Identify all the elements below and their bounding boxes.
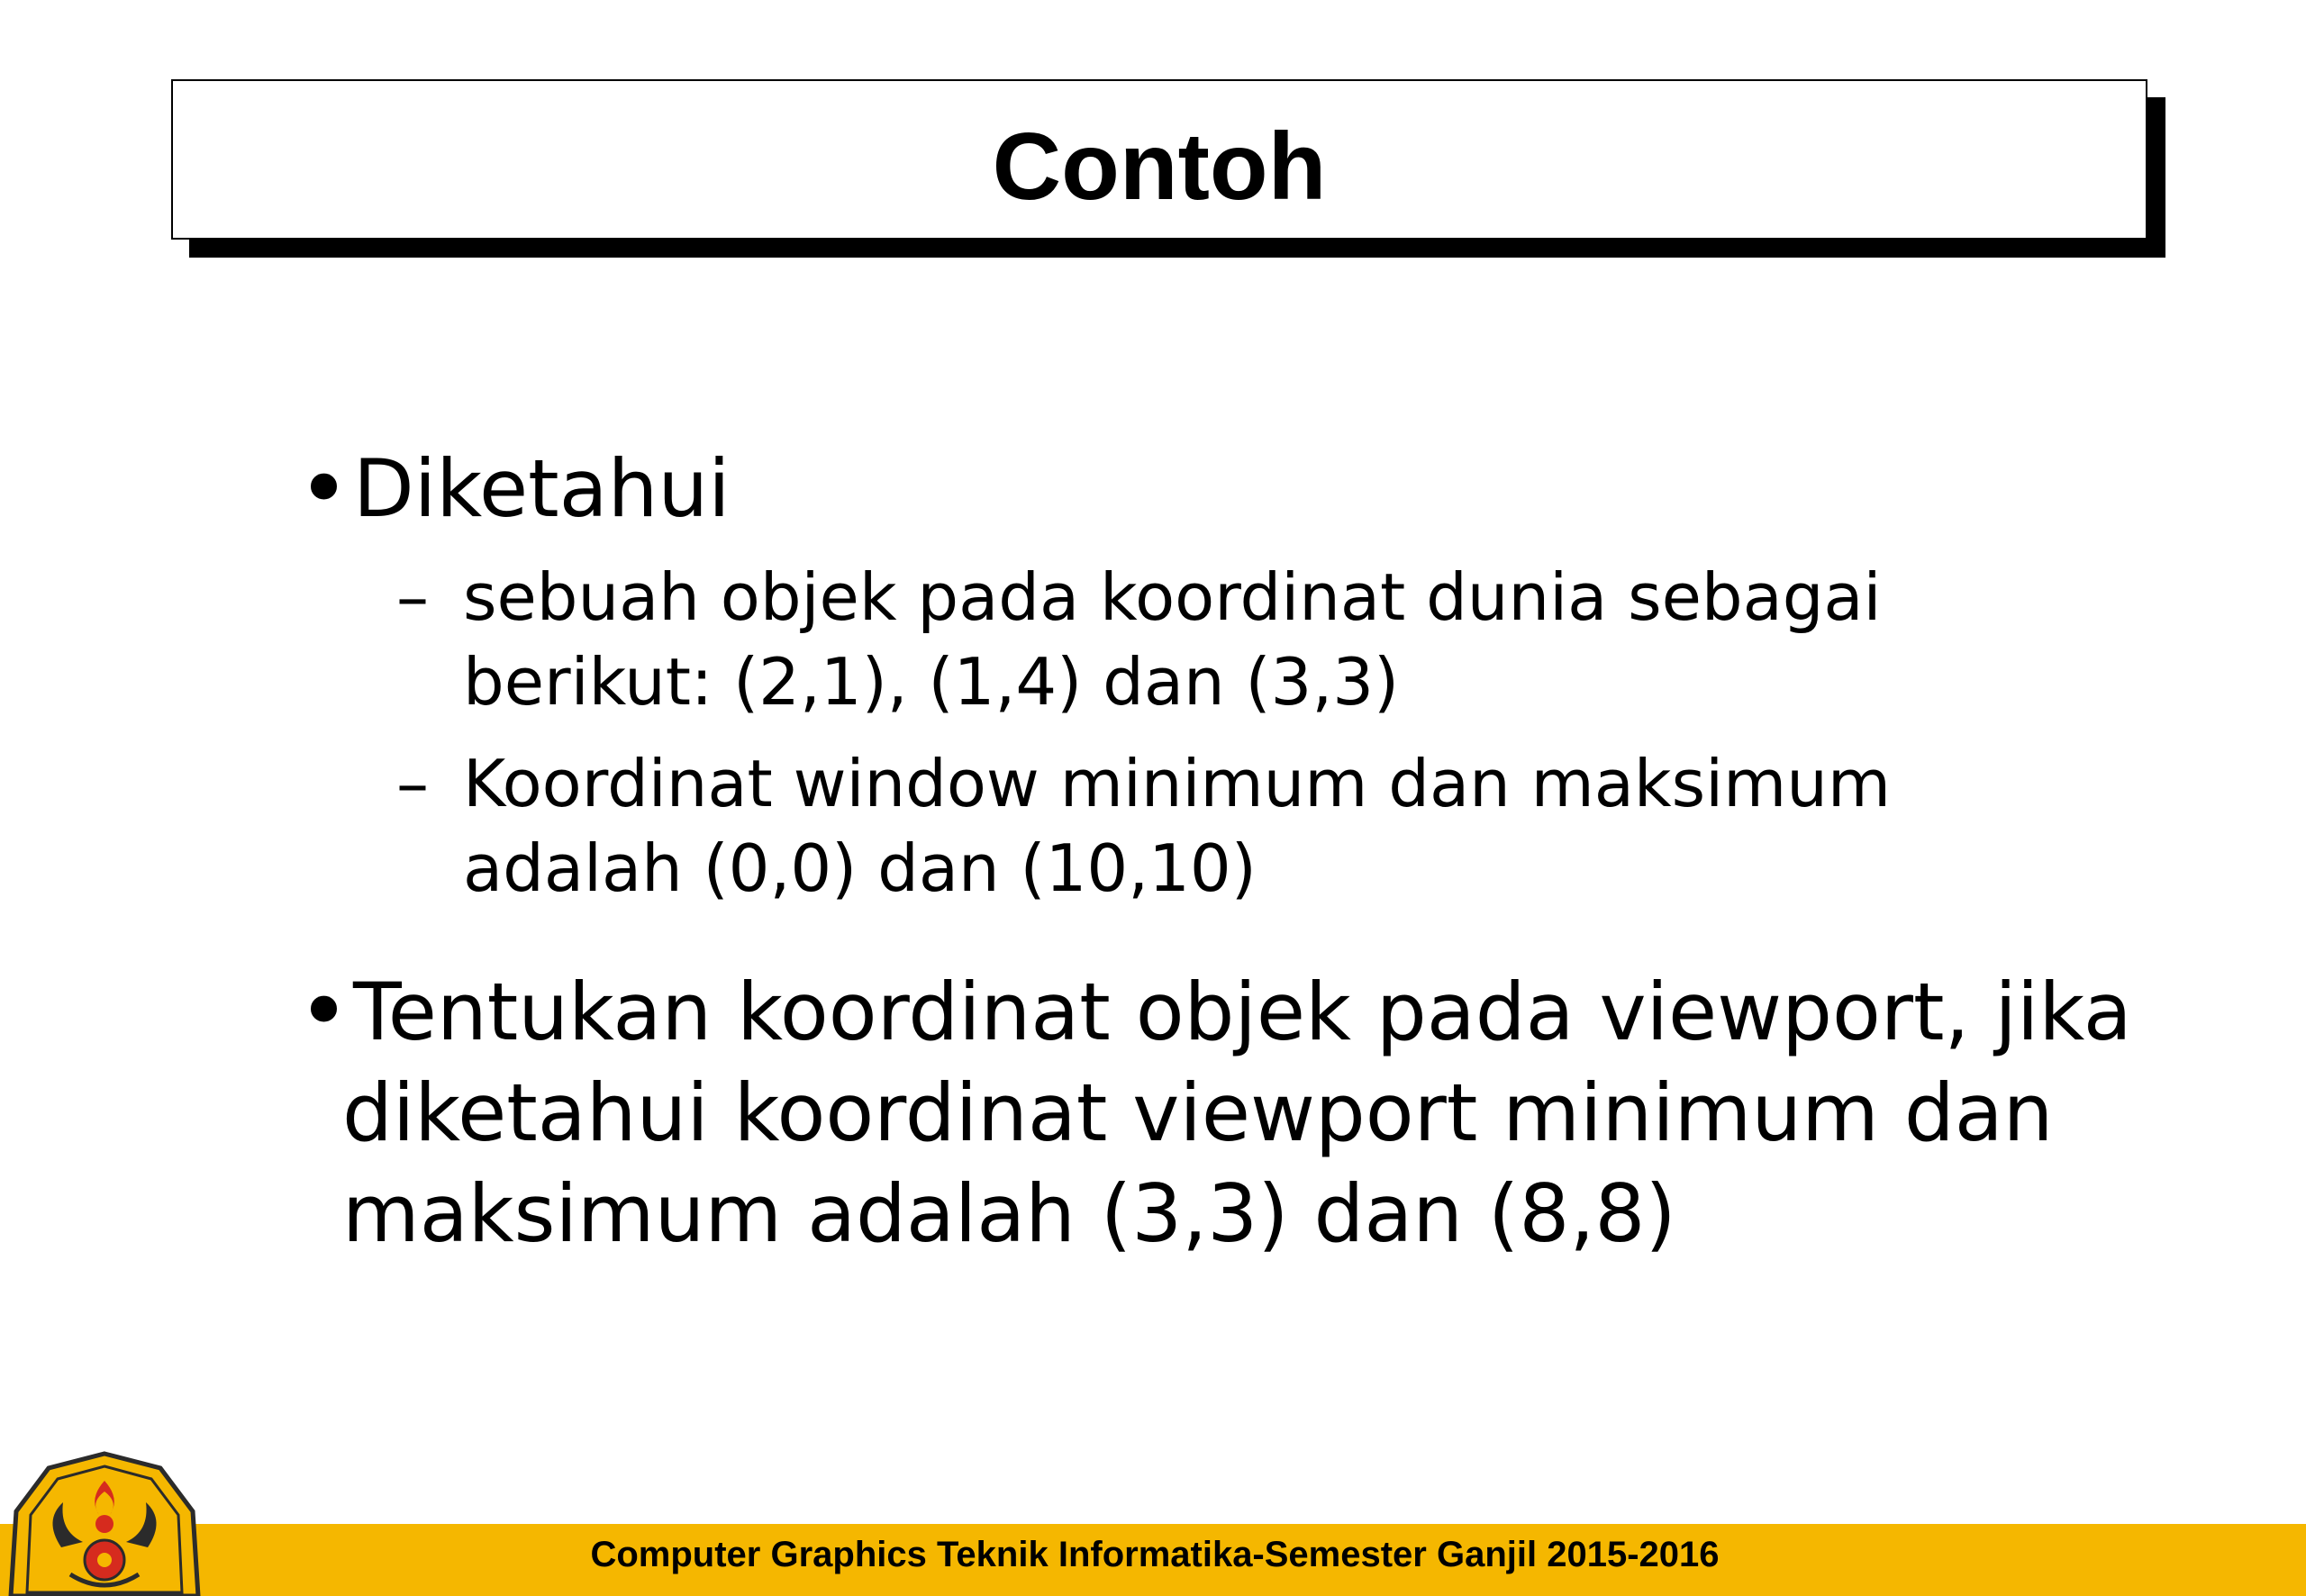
sub-item-1 [396,555,2108,724]
slide-title: Contoh [992,113,1327,220]
sub-item-2 [396,741,2108,911]
bullet-text: Diketahui [353,442,731,535]
dash-icon: – [396,559,429,635]
sub-item-text: Koordinat window minimum dan maksimum adalah (0,0) dan (10,10) [463,746,1891,906]
title-box [171,79,2147,240]
bullet-text-2: Tentukan koordinat objek pada viewport, jika diketahui koordinat viewport minimum dan maksimum adalah (3,3) dan (8,8) [342,966,2132,1260]
university-crest-icon [7,1448,202,1596]
bullet-item-1 [297,436,731,541]
dash-icon: – [396,746,429,821]
footer-text: Computer Graphics Teknik Informatika-Semester Ganjil 2015-2016 [590,1535,1720,1574]
bullet-dot-icon: • [297,436,350,541]
bullet-dot-icon: • [297,958,350,1064]
sub-item-text: sebuah objek pada koordinat dunia sebagai berikut: (2,1), (1,4) dan (3,3) [463,559,1882,720]
